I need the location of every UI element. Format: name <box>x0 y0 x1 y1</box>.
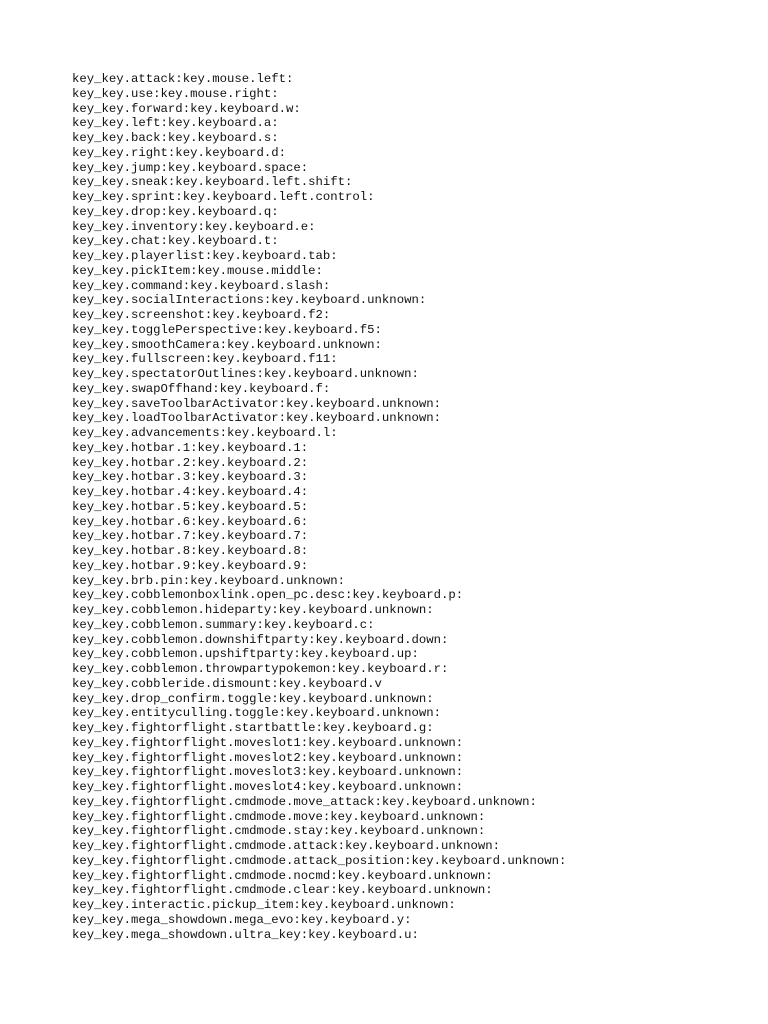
keybinding-list <box>72 72 566 942</box>
keybinding-line: key_key.right:key.keyboard.d: <box>72 145 287 160</box>
keybinding-line: key_key.sneak:key.keyboard.left.shift: <box>72 175 353 190</box>
keybinding-line: key_key.mega_showdown.mega_evo:key.keyboard.y: <box>72 912 412 927</box>
keybinding-line: key_key.hotbar.1:key.keyboard.1: <box>72 440 309 455</box>
keybinding-line: key_key.cobblemon.throwpartypokemon:key.keyboard.r: <box>72 662 449 676</box>
keybinding-line: key_key.attack:key.mouse.left: <box>72 72 294 86</box>
keybinding-line: key_key.fightorflight.cmdmode.clear:key.keyboard.unknown: <box>72 883 493 898</box>
keybinding-line: key_key.saveToolbarActivator:key.keyboard.unknown: <box>72 396 441 411</box>
keybinding-line: key_key.hotbar.8:key.keyboard.8: <box>72 544 309 558</box>
keybinding-line: key_key.socialInteractions:key.keyboard.unknown: <box>72 293 427 308</box>
keybinding-line: key_key.fightorflight.cmdmode.attack:key.keyboard.unknown: <box>72 839 501 853</box>
keybinding-line: key_key.fightorflight.startbattle:key.keyboard.g: <box>72 721 434 735</box>
keybinding-line: key_key.jump:key.keyboard.space: <box>72 160 309 175</box>
keybinding-line: key_key.hotbar.4:key.keyboard.4: <box>72 485 309 499</box>
keybinding-line: key_key.inventory:key.keyboard.e: <box>72 219 316 234</box>
keybinding-line: key_key.chat:key.keyboard.t: <box>72 234 279 249</box>
keybinding-line: key_key.fightorflight.moveslot2:key.keyboard.unknown: <box>72 750 464 765</box>
keybinding-line: key_key.mega_showdown.ultra_key:key.keyboard.u: <box>72 927 419 942</box>
keybinding-line: key_key.hotbar.5:key.keyboard.5: <box>72 499 309 514</box>
keybinding-line: key_key.back:key.keyboard.s: <box>72 131 279 145</box>
keybinding-line: key_key.cobblemonboxlink.open_pc.desc:key.keyboard.p: <box>72 588 464 603</box>
keybinding-line: key_key.smoothCamera:key.keyboard.unknown: <box>72 337 382 352</box>
keybinding-line: key_key.sprint:key.keyboard.left.control: <box>72 190 375 204</box>
keybinding-line: key_key.drop:key.keyboard.q: <box>72 204 279 219</box>
keybinding-line: key_key.fightorflight.moveslot4:key.keyboard.unknown: <box>72 780 464 794</box>
keybinding-line: key_key.hotbar.3:key.keyboard.3: <box>72 470 309 485</box>
keybinding-line: key_key.left:key.keyboard.a: <box>72 116 279 131</box>
keybinding-line: key_key.advancements:key.keyboard.l: <box>72 426 338 440</box>
keybinding-line: key_key.forward:key.keyboard.w: <box>72 101 301 116</box>
keybinding-line: key_key.cobbleride.dismount:key.keyboard.v <box>72 676 382 691</box>
keybinding-line: key_key.fightorflight.moveslot3:key.keyboard.unknown: <box>72 765 464 780</box>
keybinding-line: key_key.playerlist:key.keyboard.tab: <box>72 249 338 263</box>
keybinding-line: key_key.cobblemon.upshiftparty:key.keyboard.up: <box>72 647 419 662</box>
keybinding-line: key_key.fightorflight.cmdmode.move:key.keyboard.unknown: <box>72 809 486 824</box>
keybinding-line: key_key.fightorflight.cmdmode.move_attack:key.keyboard.unknown: <box>72 794 537 809</box>
keybinding-line: key_key.fightorflight.cmdmode.attack_position:key.keyboard.unknown: <box>72 853 567 868</box>
keybinding-line: key_key.drop_confirm.toggle:key.keyboard.unknown: <box>72 691 434 706</box>
keybinding-line: key_key.brb.pin:key.keyboard.unknown: <box>72 573 346 588</box>
keybinding-line: key_key.swapOffhand:key.keyboard.f: <box>72 381 331 396</box>
keybinding-line: key_key.fightorflight.cmdmode.nocmd:key.keyboard.unknown: <box>72 868 493 883</box>
keybinding-line: key_key.interactic.pickup_item:key.keyboard.unknown: <box>72 898 456 912</box>
keybinding-line: key_key.cobblemon.hideparty:key.keyboard.unknown: <box>72 603 434 617</box>
keybinding-line: key_key.fightorflight.cmdmode.stay:key.keyboard.unknown: <box>72 824 486 839</box>
keybinding-line: key_key.pickItem:key.mouse.middle: <box>72 263 323 278</box>
keybinding-line: key_key.hotbar.7:key.keyboard.7: <box>72 529 309 544</box>
keybinding-line: key_key.entityculling.toggle:key.keyboard.unknown: <box>72 706 441 721</box>
keybinding-line: key_key.togglePerspective:key.keyboard.f5: <box>72 322 382 337</box>
keybinding-line: key_key.cobblemon.summary:key.keyboard.c: <box>72 617 375 632</box>
keybinding-line: key_key.hotbar.6:key.keyboard.6: <box>72 514 309 529</box>
keybinding-line: key_key.fullscreen:key.keyboard.f11: <box>72 352 338 367</box>
keybinding-line: key_key.fightorflight.moveslot1:key.keyboard.unknown: <box>72 735 464 750</box>
keybinding-line: key_key.cobblemon.downshiftparty:key.keyboard.down: <box>72 632 449 647</box>
keybinding-line: key_key.hotbar.2:key.keyboard.2: <box>72 455 309 470</box>
keybinding-line: key_key.command:key.keyboard.slash: <box>72 278 331 293</box>
keybinding-line: key_key.loadToolbarActivator:key.keyboard.unknown: <box>72 411 441 426</box>
keybinding-line: key_key.use:key.mouse.right: <box>72 86 279 101</box>
keybinding-line: key_key.spectatorOutlines:key.keyboard.unknown: <box>72 367 419 381</box>
keybinding-line: key_key.hotbar.9:key.keyboard.9: <box>72 558 309 573</box>
keybinding-line: key_key.screenshot:key.keyboard.f2: <box>72 308 331 322</box>
